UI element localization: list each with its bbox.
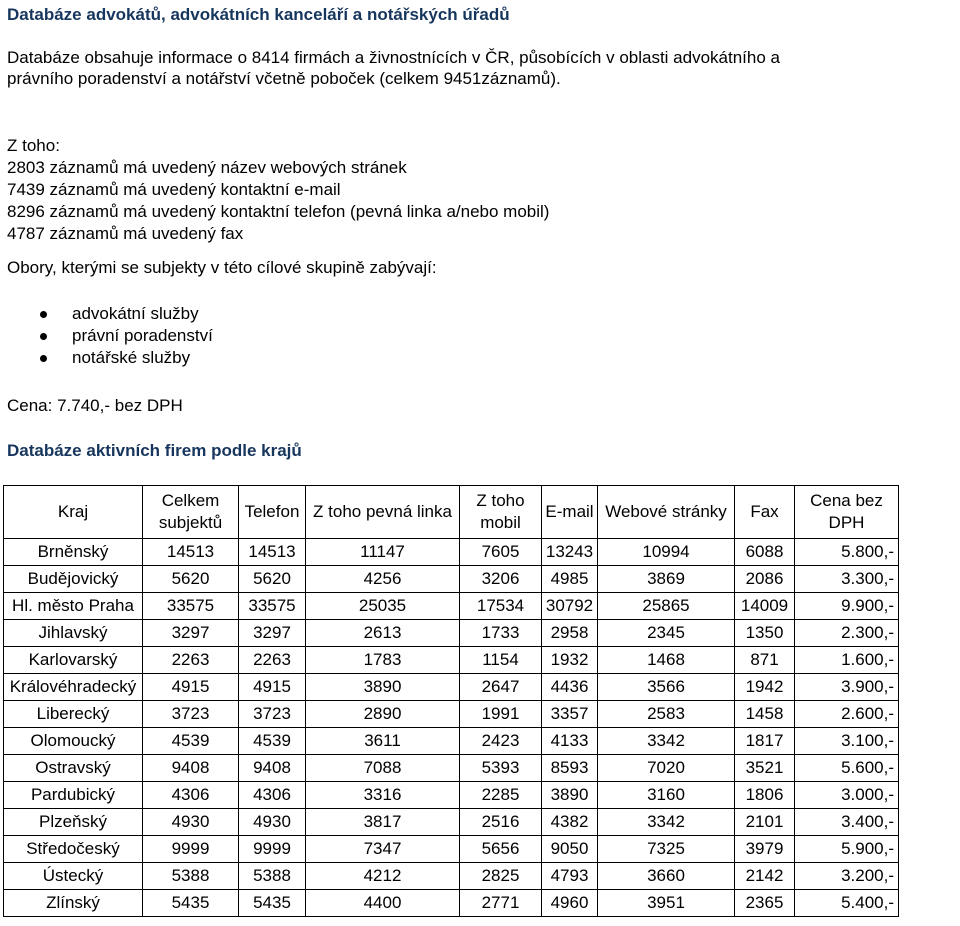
value-cell: 5388 bbox=[239, 863, 306, 890]
value-cell: 3357 bbox=[542, 701, 598, 728]
value-cell: 4306 bbox=[143, 782, 239, 809]
stats-line: 4787 záznamů má uvedený fax bbox=[7, 224, 244, 243]
value-cell: 2825 bbox=[460, 863, 542, 890]
value-cell: 33575 bbox=[143, 593, 239, 620]
obory-list bbox=[0, 303, 213, 369]
table-heading: Databáze aktivních firem podle krajů bbox=[7, 441, 302, 460]
value-cell: 4930 bbox=[143, 809, 239, 836]
region-cell: Hl. město Praha bbox=[4, 593, 143, 620]
value-cell: 871 bbox=[735, 647, 795, 674]
value-cell: 5.400,- bbox=[795, 890, 899, 917]
value-cell: 1932 bbox=[542, 647, 598, 674]
obory-title: Obory, kterými se subjekty v této cílové skupině zabývají: bbox=[7, 258, 437, 277]
value-cell: 9050 bbox=[542, 836, 598, 863]
value-cell: 3.200,- bbox=[795, 863, 899, 890]
column-header: Fax bbox=[735, 486, 795, 539]
value-cell: 10994 bbox=[598, 539, 735, 566]
column-header: Cena bez DPH bbox=[795, 486, 899, 539]
region-cell: Královéhradecký bbox=[4, 674, 143, 701]
value-cell: 3890 bbox=[542, 782, 598, 809]
column-header: Z toho pevná linka bbox=[306, 486, 460, 539]
value-cell: 3869 bbox=[598, 566, 735, 593]
value-cell: 3297 bbox=[239, 620, 306, 647]
value-cell: 3979 bbox=[735, 836, 795, 863]
value-cell: 4985 bbox=[542, 566, 598, 593]
value-cell: 4256 bbox=[306, 566, 460, 593]
table-row bbox=[4, 647, 899, 674]
region-cell: Plzeňský bbox=[4, 809, 143, 836]
value-cell: 1783 bbox=[306, 647, 460, 674]
table-row bbox=[4, 755, 899, 782]
column-header: E-mail bbox=[542, 486, 598, 539]
bullet-icon bbox=[40, 333, 47, 340]
table-header-row bbox=[4, 486, 899, 539]
value-cell: 5656 bbox=[460, 836, 542, 863]
value-cell: 1.600,- bbox=[795, 647, 899, 674]
value-cell: 2285 bbox=[460, 782, 542, 809]
value-cell: 7347 bbox=[306, 836, 460, 863]
column-header: Webové stránky bbox=[598, 486, 735, 539]
value-cell: 9999 bbox=[239, 836, 306, 863]
region-cell: Zlínský bbox=[4, 890, 143, 917]
value-cell: 8593 bbox=[542, 755, 598, 782]
value-cell: 4212 bbox=[306, 863, 460, 890]
value-cell: 4915 bbox=[143, 674, 239, 701]
value-cell: 2647 bbox=[460, 674, 542, 701]
value-cell: 9408 bbox=[143, 755, 239, 782]
page-heading: Databáze advokátů, advokátních kanceláří a notářských úřadů bbox=[7, 5, 510, 24]
value-cell: 3342 bbox=[598, 809, 735, 836]
region-cell: Olomoucký bbox=[4, 728, 143, 755]
region-cell: Karlovarský bbox=[4, 647, 143, 674]
bullet-icon bbox=[40, 355, 47, 362]
value-cell: 3566 bbox=[598, 674, 735, 701]
value-cell: 30792 bbox=[542, 593, 598, 620]
value-cell: 3611 bbox=[306, 728, 460, 755]
value-cell: 4382 bbox=[542, 809, 598, 836]
list-item: notářské služby bbox=[0, 347, 213, 369]
regions-table bbox=[3, 485, 899, 917]
value-cell: 25035 bbox=[306, 593, 460, 620]
value-cell: 2263 bbox=[239, 647, 306, 674]
value-cell: 5435 bbox=[239, 890, 306, 917]
value-cell: 2771 bbox=[460, 890, 542, 917]
region-cell: Brněnský bbox=[4, 539, 143, 566]
value-cell: 2.600,- bbox=[795, 701, 899, 728]
value-cell: 3297 bbox=[143, 620, 239, 647]
value-cell: 3817 bbox=[306, 809, 460, 836]
value-cell: 2958 bbox=[542, 620, 598, 647]
value-cell: 3.000,- bbox=[795, 782, 899, 809]
region-cell: Ostravský bbox=[4, 755, 143, 782]
stats-line: 8296 záznamů má uvedený kontaktní telefon (pevná linka a/nebo mobil) bbox=[7, 202, 550, 221]
table-row bbox=[4, 863, 899, 890]
value-cell: 2365 bbox=[735, 890, 795, 917]
value-cell: 33575 bbox=[239, 593, 306, 620]
value-cell: 5435 bbox=[143, 890, 239, 917]
value-cell: 3890 bbox=[306, 674, 460, 701]
value-cell: 4400 bbox=[306, 890, 460, 917]
table-row bbox=[4, 539, 899, 566]
value-cell: 1991 bbox=[460, 701, 542, 728]
price-text: Cena: 7.740,- bez DPH bbox=[7, 396, 183, 415]
value-cell: 3.100,- bbox=[795, 728, 899, 755]
region-cell: Pardubický bbox=[4, 782, 143, 809]
list-item: advokátní služby bbox=[0, 303, 213, 325]
value-cell: 3.300,- bbox=[795, 566, 899, 593]
table-row bbox=[4, 809, 899, 836]
value-cell: 1733 bbox=[460, 620, 542, 647]
value-cell: 1350 bbox=[735, 620, 795, 647]
value-cell: 3723 bbox=[239, 701, 306, 728]
value-cell: 3316 bbox=[306, 782, 460, 809]
value-cell: 9.900,- bbox=[795, 593, 899, 620]
value-cell: 2890 bbox=[306, 701, 460, 728]
value-cell: 2086 bbox=[735, 566, 795, 593]
value-cell: 1817 bbox=[735, 728, 795, 755]
value-cell: 11147 bbox=[306, 539, 460, 566]
region-cell: Jihlavský bbox=[4, 620, 143, 647]
list-item: právní poradenství bbox=[0, 325, 213, 347]
region-cell: Budějovický bbox=[4, 566, 143, 593]
table-row bbox=[4, 728, 899, 755]
value-cell: 13243 bbox=[542, 539, 598, 566]
value-cell: 4793 bbox=[542, 863, 598, 890]
value-cell: 3160 bbox=[598, 782, 735, 809]
value-cell: 4539 bbox=[239, 728, 306, 755]
region-cell: Středočeský bbox=[4, 836, 143, 863]
value-cell: 2345 bbox=[598, 620, 735, 647]
value-cell: 14513 bbox=[143, 539, 239, 566]
table-row bbox=[4, 620, 899, 647]
stats-line: 7439 záznamů má uvedený kontaktní e-mail bbox=[7, 180, 341, 199]
value-cell: 2.300,- bbox=[795, 620, 899, 647]
value-cell: 1806 bbox=[735, 782, 795, 809]
value-cell: 9408 bbox=[239, 755, 306, 782]
bullet-icon bbox=[40, 311, 47, 318]
value-cell: 3.400,- bbox=[795, 809, 899, 836]
value-cell: 1458 bbox=[735, 701, 795, 728]
value-cell: 4133 bbox=[542, 728, 598, 755]
region-cell: Ústecký bbox=[4, 863, 143, 890]
value-cell: 1468 bbox=[598, 647, 735, 674]
value-cell: 7325 bbox=[598, 836, 735, 863]
value-cell: 5388 bbox=[143, 863, 239, 890]
value-cell: 2583 bbox=[598, 701, 735, 728]
value-cell: 14009 bbox=[735, 593, 795, 620]
value-cell: 3342 bbox=[598, 728, 735, 755]
value-cell: 1942 bbox=[735, 674, 795, 701]
value-cell: 4960 bbox=[542, 890, 598, 917]
value-cell: 2516 bbox=[460, 809, 542, 836]
value-cell: 5.800,- bbox=[795, 539, 899, 566]
value-cell: 7605 bbox=[460, 539, 542, 566]
stats-title: Z toho: bbox=[7, 136, 60, 155]
table-body bbox=[4, 539, 899, 917]
value-cell: 2142 bbox=[735, 863, 795, 890]
value-cell: 5.900,- bbox=[795, 836, 899, 863]
value-cell: 3.900,- bbox=[795, 674, 899, 701]
value-cell: 6088 bbox=[735, 539, 795, 566]
value-cell: 5.600,- bbox=[795, 755, 899, 782]
column-header: Celkem subjektů bbox=[143, 486, 239, 539]
stats-line: 2803 záznamů má uvedený název webových stránek bbox=[7, 158, 407, 177]
value-cell: 7020 bbox=[598, 755, 735, 782]
value-cell: 3723 bbox=[143, 701, 239, 728]
value-cell: 4306 bbox=[239, 782, 306, 809]
value-cell: 5393 bbox=[460, 755, 542, 782]
table-row bbox=[4, 782, 899, 809]
value-cell: 1154 bbox=[460, 647, 542, 674]
value-cell: 4539 bbox=[143, 728, 239, 755]
value-cell: 4436 bbox=[542, 674, 598, 701]
value-cell: 2613 bbox=[306, 620, 460, 647]
value-cell: 25865 bbox=[598, 593, 735, 620]
column-header: Telefon bbox=[239, 486, 306, 539]
value-cell: 7088 bbox=[306, 755, 460, 782]
value-cell: 5620 bbox=[239, 566, 306, 593]
value-cell: 3951 bbox=[598, 890, 735, 917]
value-cell: 5620 bbox=[143, 566, 239, 593]
value-cell: 2263 bbox=[143, 647, 239, 674]
region-cell: Liberecký bbox=[4, 701, 143, 728]
stats-block bbox=[7, 135, 549, 245]
table-row bbox=[4, 593, 899, 620]
value-cell: 17534 bbox=[460, 593, 542, 620]
value-cell: 3206 bbox=[460, 566, 542, 593]
value-cell: 3660 bbox=[598, 863, 735, 890]
value-cell: 4930 bbox=[239, 809, 306, 836]
table-row bbox=[4, 890, 899, 917]
value-cell: 3521 bbox=[735, 755, 795, 782]
value-cell: 9999 bbox=[143, 836, 239, 863]
column-header: Z toho mobil bbox=[460, 486, 542, 539]
table-row bbox=[4, 701, 899, 728]
value-cell: 2101 bbox=[735, 809, 795, 836]
column-header: Kraj bbox=[4, 486, 143, 539]
intro-paragraph: Databáze obsahuje informace o 8414 firmách a živnostnících v ČR, působících v oblasti advokátního a právního poradenství a notářství včetně poboček (celkem 9451záznamů). bbox=[7, 48, 780, 88]
value-cell: 2423 bbox=[460, 728, 542, 755]
table-row bbox=[4, 836, 899, 863]
value-cell: 4915 bbox=[239, 674, 306, 701]
table-row bbox=[4, 674, 899, 701]
table-row bbox=[4, 566, 899, 593]
value-cell: 14513 bbox=[239, 539, 306, 566]
